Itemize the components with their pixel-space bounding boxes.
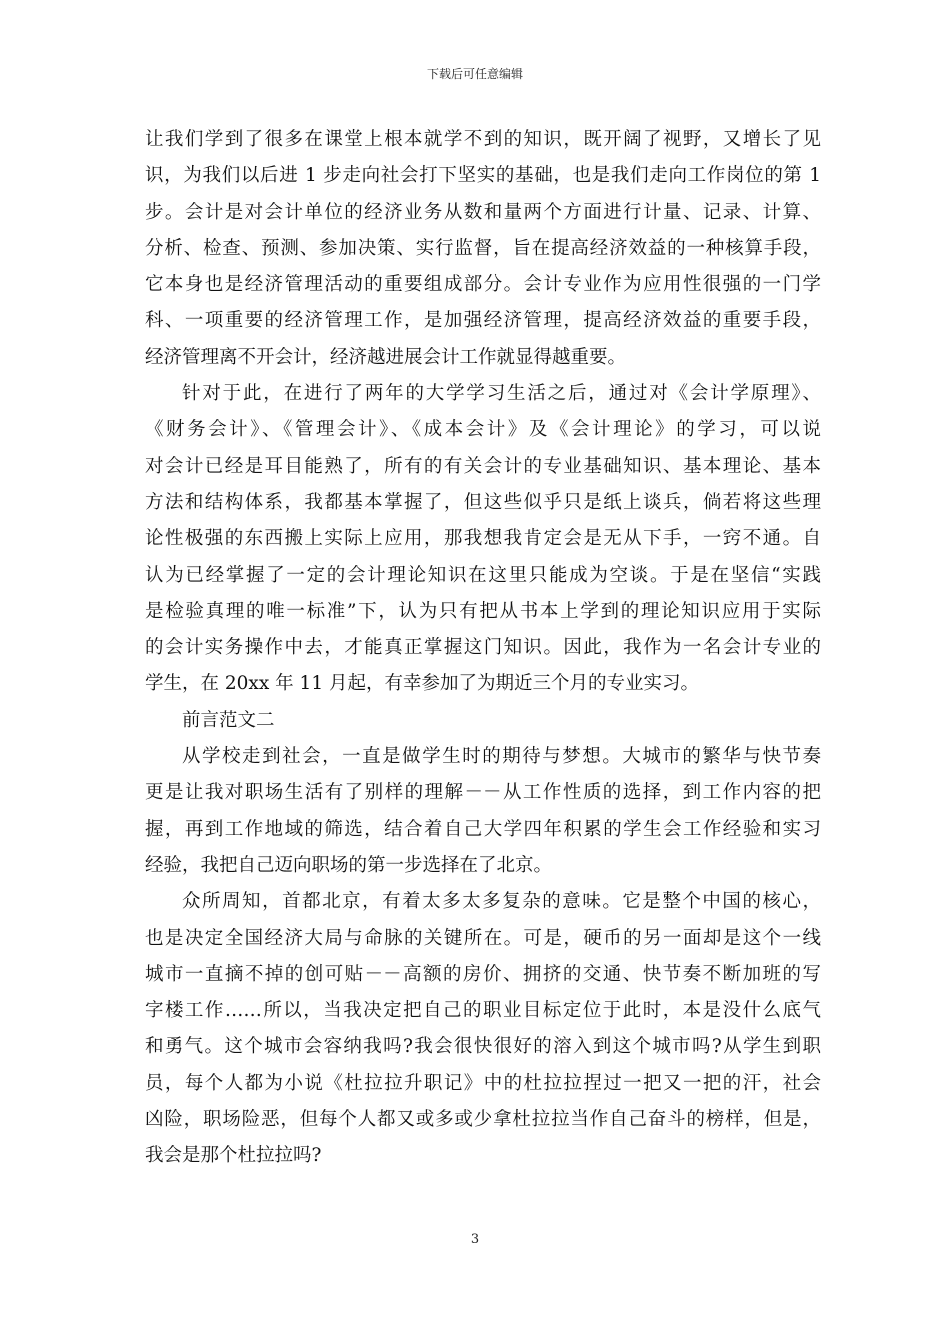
- text-line: 《财务会计》、《管理会计》、《成本会计》及《会计理论》的学习，可以说: [145, 419, 821, 441]
- text-line: 员，每个人都为小说《杜拉拉升职记》中的杜拉拉捏过一把又一把的汗，社会: [145, 1072, 821, 1094]
- text-line: 论性极强的东西搬上实际上应用，那我想我肯定会是无从下手，一窍不通。自: [145, 528, 821, 550]
- text-line: 城市一直摘不掉的创可贴－－高额的房价、拥挤的交通、快节奏不断加班的写: [145, 963, 821, 985]
- text-line: 识，为我们以后进 1 步走向社会打下坚实的基础，也是我们走向工作岗位的第 1: [145, 165, 821, 187]
- text-line: 的会计实务操作中去，才能真正掌握这门知识。因此，我作为一名会计专业的: [145, 637, 821, 659]
- section-heading: 前言范文二: [182, 709, 275, 731]
- page-number: 3: [470, 1232, 480, 1247]
- paragraph-start-line: 众所周知，首都北京，有着太多太多复杂的意味。它是整个中国的核心，: [182, 891, 821, 913]
- text-line: 步。会计是对会计单位的经济业务从数和量两个方面进行计量、记录、计算、: [145, 201, 821, 223]
- text-line: 凶险，职场险恶，但每个人都又或多或少拿杜拉拉当作自己奋斗的榜样，但是，: [145, 1109, 821, 1131]
- paragraph-start-line: 针对于此，在进行了两年的大学学习生活之后，通过对《会计学原理》、: [182, 383, 821, 405]
- text-line: 我会是那个杜拉拉吗?: [145, 1145, 322, 1167]
- text-line: 更是让我对职场生活有了别样的理解－－从工作性质的选择，到工作内容的把: [145, 782, 821, 804]
- text-line: 对会计已经是耳目能熟了，所有的有关会计的专业基础知识、基本理论、基本: [145, 455, 821, 477]
- paragraph-start-line: 从学校走到社会，一直是做学生时的期待与梦想。大城市的繁华与快节奏: [182, 746, 821, 768]
- text-line: 认为已经掌握了一定的会计理论知识在这里只能成为空谈。于是在坚信“实践: [145, 564, 821, 586]
- text-line: 经验，我把自己迈向职场的第一步选择在了北京。: [145, 854, 553, 876]
- text-line: 它本身也是经济管理活动的重要组成部分。会计专业作为应用性很强的一门学: [145, 274, 821, 296]
- text-line: 握，再到工作地域的筛选，结合着自己大学四年积累的学生会工作经验和实习: [145, 818, 821, 840]
- text-line: 学生，在 20xx 年 11 月起，有幸参加了为期近三个月的专业实习。: [145, 673, 699, 695]
- text-line: 字楼工作……所以，当我决定把自己的职业目标定位于此时，本是没什么底气: [145, 1000, 821, 1022]
- text-line: 让我们学到了很多在课堂上根本就学不到的知识，既开阔了视野，又增长了见: [145, 129, 821, 150]
- text-line: 也是决定全国经济大局与命脉的关键所在。可是，硬币的另一面却是这个一线: [145, 927, 821, 949]
- text-line: 分析、检查、预测、参加决策、实行监督，旨在提高经济效益的一种核算手段，: [145, 237, 821, 259]
- document-body: [145, 122, 821, 1175]
- text-line: 和勇气。这个城市会容纳我吗?我会很快很好的溶入到这个城市吗?从学生到职: [145, 1036, 821, 1058]
- text-line: 是检验真理的唯一标准”下，认为只有把从书本上学到的理论知识应用于实际: [145, 600, 821, 622]
- page-header: 下载后可任意编辑: [426, 67, 523, 81]
- text-line: 方法和结构体系，我都基本掌握了，但这些似乎只是纸上谈兵，倘若将这些理: [145, 491, 821, 513]
- text-line: 科、一项重要的经济管理工作，是加强经济管理，提高经济效益的重要手段，: [145, 310, 821, 332]
- text-line: 经济管理离不开会计，经济越进展会计工作就显得越重要。: [145, 346, 627, 368]
